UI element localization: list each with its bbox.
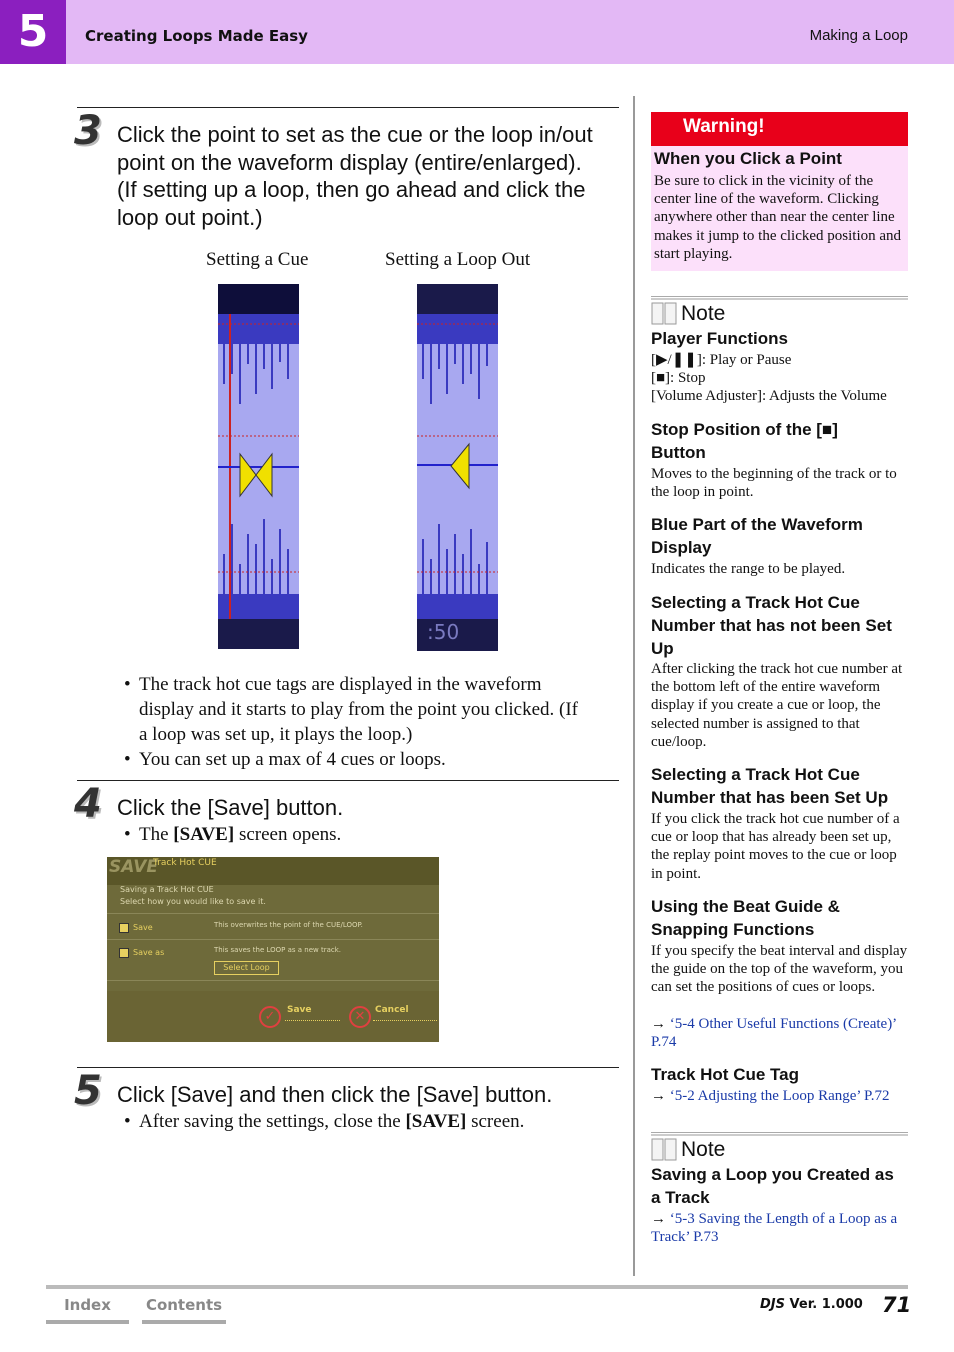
warning-label: Warning!	[683, 116, 765, 137]
text-line: (If setting up a loop, then go ahead and click the	[117, 177, 586, 202]
link-text[interactable]: ‘5-4 Other Useful Functions (Create)’ P.74	[651, 1016, 897, 1051]
note-header	[651, 302, 726, 328]
list-item: • The track hot cue tags are displayed in the waveform display and it starts to play from the point you clicked. (If a loop was set up, it plays the loop.)	[124, 674, 579, 745]
note-body	[651, 351, 908, 406]
version-number: Ver. 1.000	[785, 1297, 863, 1312]
note-header	[651, 1138, 726, 1164]
cross-reference-link[interactable]	[651, 1087, 908, 1105]
note-label: Note	[681, 1138, 726, 1161]
screen-title: Track Hot CUE	[153, 858, 217, 868]
index-button[interactable]: Index	[46, 1296, 129, 1324]
arrow-right-icon: →	[651, 1088, 666, 1104]
list-item: • After saving the settings, close the [SAVE] screen.	[124, 1111, 525, 1132]
cross-reference-link[interactable]	[651, 1210, 908, 1246]
text-line: point on the waveform display (entire/enlarged).	[117, 149, 582, 175]
note-heading: Stop Position of the [■] Button	[651, 420, 838, 462]
save-checkbox[interactable]	[119, 923, 129, 933]
text-line: The track hot cue tags are displayed in the waveform	[139, 674, 542, 695]
caption-setting-cue: Setting a Cue	[206, 249, 309, 270]
note-heading: Blue Part of the Waveform Display	[651, 515, 863, 557]
warning-body: Be sure to click in the vicinity of the center line of the waveform. Clicking anywhere other than near the center line makes it jump to the clicked position and start playing.	[654, 173, 902, 262]
caption-setting-loop-out: Setting a Loop Out	[385, 249, 531, 270]
waveform-cue-image[interactable]	[218, 284, 299, 649]
option-save-as-desc: This saves the LOOP as a new track.	[214, 946, 342, 954]
page-number: 71	[882, 1293, 912, 1317]
arrow-right-icon: →	[651, 1016, 666, 1032]
text-line: a loop was set up, it plays the loop.)	[139, 724, 413, 745]
save-screen-screenshot	[107, 857, 439, 1042]
book-icon	[651, 302, 677, 326]
option-save-desc: This overwrites the point of the CUE/LOOP.	[214, 921, 363, 929]
save-button[interactable]: Save	[287, 1005, 312, 1015]
link-text[interactable]: ‘5-2 Adjusting the Loop Range’ P.72	[669, 1088, 890, 1104]
text-line: [■]: Stop	[651, 370, 706, 387]
note-heading: Player Functions	[651, 329, 788, 348]
chapter-number: 5	[0, 0, 66, 64]
intro-line: Saving a Track Hot CUE	[120, 885, 214, 894]
note-body: Moves to the beginning of the track or to the loop in point.	[651, 466, 897, 501]
step-instruction: Click [Save] and then click the [Save] button.	[117, 1082, 553, 1107]
version-label	[760, 1297, 863, 1312]
save-logo: SAVE	[109, 857, 159, 877]
note-heading: Selecting a Track Hot Cue Number that has not been Set Up	[651, 593, 892, 658]
step-number: 4	[74, 781, 102, 827]
note-rule	[651, 1132, 908, 1136]
waveform-loop-out-image[interactable]	[417, 284, 498, 651]
step-rule	[77, 107, 619, 108]
link-text[interactable]: ‘5-3 Saving the Length of a Loop as a Track’ P.73	[651, 1211, 898, 1246]
list-item: • You can set up a max of 4 cues or loops.	[124, 749, 446, 770]
book-icon	[651, 1138, 677, 1162]
arrow-right-icon: →	[651, 1211, 666, 1227]
cancel-button[interactable]: Cancel	[375, 1005, 409, 1015]
note-heading: Track Hot Cue Tag	[651, 1065, 799, 1084]
text-line: You can set up a max of 4 cues or loops.	[139, 749, 446, 770]
note-body: If you click the track hot cue number of a cue or loop that has already been set up, the replay point moves to the cue or loop in point.	[651, 811, 900, 882]
page-header	[0, 0, 954, 64]
option-save-label[interactable]: Save	[133, 923, 153, 932]
option-save-as-label[interactable]: Save as	[133, 948, 165, 957]
step-rule	[77, 1067, 619, 1068]
warning-heading: When you Click a Point	[654, 149, 842, 168]
text-line: [Volume Adjuster]: Adjusts the Volume	[651, 388, 887, 405]
cancel-icon[interactable]: ✕	[349, 1006, 371, 1028]
chapter-title: Creating Loops Made Easy	[85, 27, 308, 45]
save-as-checkbox[interactable]	[119, 948, 129, 958]
list-item: • The [SAVE] screen opens.	[124, 824, 342, 845]
waveform-time-label: :50	[427, 620, 460, 644]
text-line: [▶/❚❚]: Play or Pause	[651, 352, 792, 368]
note-body: After clicking the track hot cue number at the bottom left of the entire waveform display if you create a cue or loop, the selected number is assigned to that cue/loop.	[651, 661, 903, 750]
brand-name: DJS	[760, 1297, 785, 1312]
section-name: Making a Loop	[809, 27, 908, 44]
step-number: 5	[74, 1068, 102, 1114]
intro-line: Select how you would like to save it.	[120, 897, 266, 906]
note-heading: Saving a Loop you Created as a Track	[651, 1165, 894, 1207]
note-heading: Selecting a Track Hot Cue Number that has been Set Up	[651, 765, 889, 807]
step-number: 3	[74, 108, 102, 154]
column-divider	[633, 96, 635, 1276]
contents-button[interactable]: Contents	[142, 1296, 226, 1324]
note-body: Indicates the range to be played.	[651, 561, 846, 577]
note-body: If you specify the beat interval and display the guide on the top of the waveform, you can set the positions of cues or loops.	[651, 943, 908, 996]
text-line: Click the point to set as the cue or the loop in/out	[117, 122, 593, 147]
cross-reference-link[interactable]	[651, 1015, 908, 1051]
check-icon[interactable]: ✓	[259, 1006, 281, 1028]
select-loop-button[interactable]: Select Loop	[214, 961, 279, 975]
step-rule	[77, 780, 619, 781]
note-rule	[651, 296, 908, 300]
text-line: loop out point.)	[117, 204, 263, 230]
note-heading: Using the Beat Guide & Snapping Functions	[651, 897, 840, 939]
footer-rule	[46, 1285, 908, 1289]
note-label: Note	[681, 302, 726, 325]
text-line: display and it starts to play from the point you clicked. (If	[139, 699, 579, 720]
step-instruction: Click the [Save] button.	[117, 795, 344, 820]
step-instruction	[117, 121, 617, 231]
